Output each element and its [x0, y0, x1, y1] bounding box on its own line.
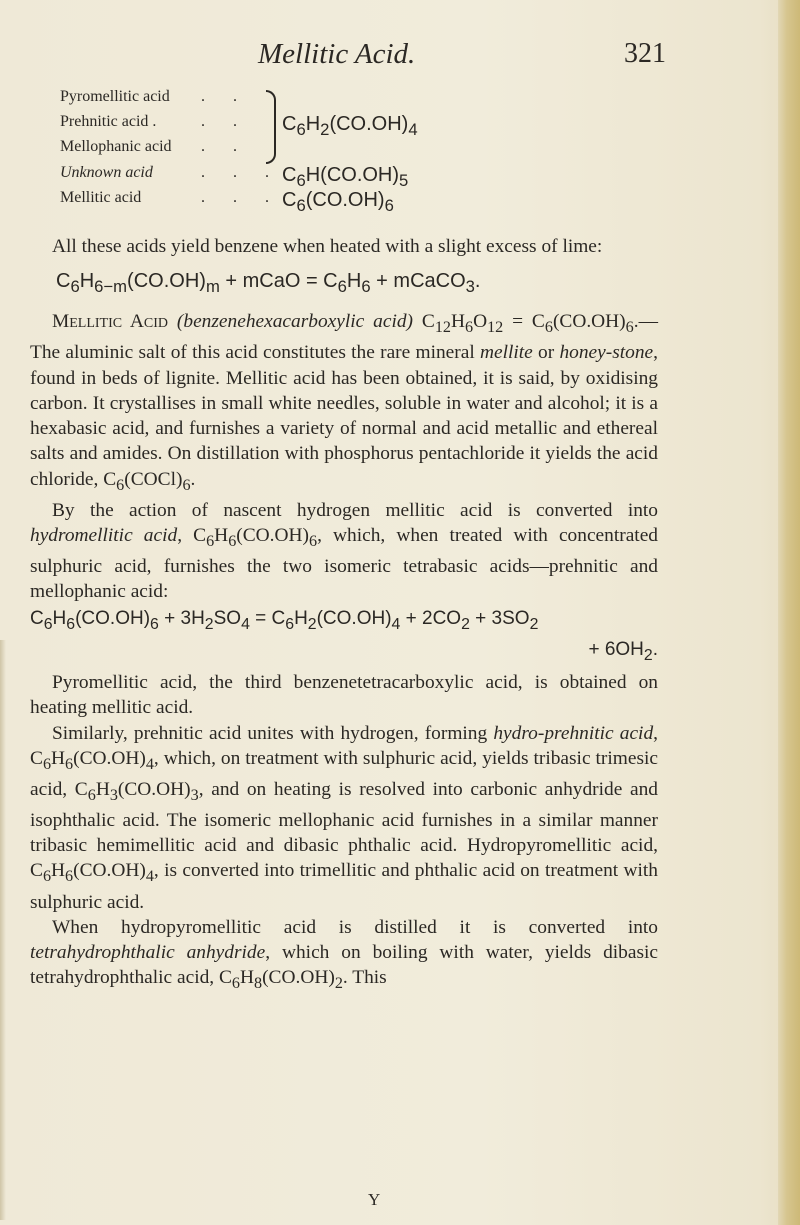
text: When hydropyromellitic acid is distilled it is converted into: [52, 916, 658, 938]
paragraph: [30, 498, 658, 605]
gutter-shadow: [0, 640, 6, 1220]
page-edge: [778, 0, 800, 1225]
leader-dots: . . .: [201, 189, 281, 206]
text: or: [532, 342, 560, 364]
text: —The aluminic salt of this acid constitutes the rare mineral: [30, 311, 658, 364]
text: , which on boiling with water, yields dibasic tetrahydrophthalic acid, $C_6H_8(CO.OH)_2$. This: [30, 941, 658, 992]
equation: $C_6H_6(CO.OH)_6 + 3H_2SO_4 = C_6H_2(CO.OH)_4 + 2CO_2 + 3SO_2$: [30, 608, 539, 634]
paragraph-mellitic: Mellitic Acid (benzenehexacarboxylic acid) $C_{12}H_6O_{12}$ = $C_6(CO.OH)_6.—The$ aluminic salt of this acid constitutes the rare mineral mellite or honey-stone, found in beds of lignite. Mellitic acid has been obtained, it is said, by oxidising carbon. It crystallises in small white needles, soluble in water and alcohol; it is a hexabasic acid, and furnishes a variety of normal and acid metallic and ethereal salts and amides. On distillation with phosphorus pentachloride it yields the acid chloride, $C_6(COCl)_6$.: [30, 311, 658, 494]
term: tetrahydrophthalic anhydride: [30, 941, 266, 963]
text: , found in beds of lignite. Mellitic acid has been obtained, it is said, by oxidising carbon. It crystallises in small white needles, soluble in water and alcohol; it is a hexabasic acid, and furnishes a variety of normal and acid metallic and ethereal salts and amides. On distillation with phosphorus pentachloride it yields the acid chloride, $C_6(COCl)_6$.: [30, 342, 658, 494]
paragraph: [30, 721, 658, 915]
section-heading: Mellitic Acid: [52, 311, 169, 333]
acid-name: Pyromellitic acid: [60, 88, 170, 105]
term: honey-stone: [559, 342, 654, 364]
text: Similarly, prehnitic acid unites with hydrogen, forming: [52, 722, 494, 744]
term: hydromellitic acid: [30, 524, 178, 546]
leader-dots: . .: [201, 113, 249, 130]
body-text: [30, 234, 658, 996]
text: , $C_6H_6(CO.OH)_6$, which, when treated with concentrated sulphuric acid, furnishes the two isomeric tetrabasic acids—prehnitic and mellophanic acid:: [30, 524, 659, 603]
acid-formula: $C_6(CO.OH)_6$: [282, 189, 394, 215]
paragraph: All these acids yield benzene when heated with a slight excess of lime:: [52, 236, 603, 257]
term: hydro-prehnitic acid: [493, 722, 654, 744]
acids-table: [30, 88, 658, 214]
equation: $C_6H_{6-m}(CO.OH)_m$ + mCaO = $C_6H_6$ + mCaCO$_3$.: [56, 270, 481, 297]
acid-formula: $C_6H_2(CO.OH)_4$: [282, 113, 418, 139]
signature-mark: Y: [368, 1190, 381, 1209]
leader-dots: . . .: [201, 164, 281, 181]
acid-formula: $C_6H(CO.OH)_5$: [282, 164, 409, 190]
page-header: [0, 38, 800, 72]
systematic-name: (benzenehexacarboxylic acid): [176, 311, 413, 333]
paragraph: Pyromellitic acid, the third benzenetetracarboxylic acid, is obtained on heating mellitic acid.: [30, 672, 658, 719]
running-title: Mellitic Acid.: [258, 38, 416, 70]
text: By the action of nascent hydrogen mellitic acid is converted into: [52, 499, 658, 521]
paragraph: [30, 915, 658, 996]
leader-dots: . .: [201, 138, 249, 155]
leader-dots: . .: [201, 88, 249, 105]
brace: [266, 90, 276, 164]
page-number: 321: [624, 38, 666, 69]
acid-name: Mellitic acid: [60, 189, 142, 206]
term: mellite: [479, 342, 533, 364]
acid-name: Prehnitic acid .: [60, 113, 157, 130]
text: , $C_6H_6(CO.OH)_4$, which, on treatment with sulphuric acid, yields tribasic trimesic acid, $C_6H_3(CO.OH)_3$, and on heating is resolved into carbonic anhydride and isophthalic acid. The isomeric mellophanic acid furnishes in a similar manner tribasic hemimellitic acid and dibasic phthalic acid. Hydropyromellitic acid, $C_6H_6(CO.OH)_4$, is converted into trimellitic and phthalic acid on treatment with sulphuric acid.: [30, 722, 658, 913]
acid-name: Mellophanic acid: [60, 138, 172, 155]
acid-name: Unknown acid: [60, 164, 153, 181]
equation-continued: + $6OH_2$.: [588, 639, 658, 665]
